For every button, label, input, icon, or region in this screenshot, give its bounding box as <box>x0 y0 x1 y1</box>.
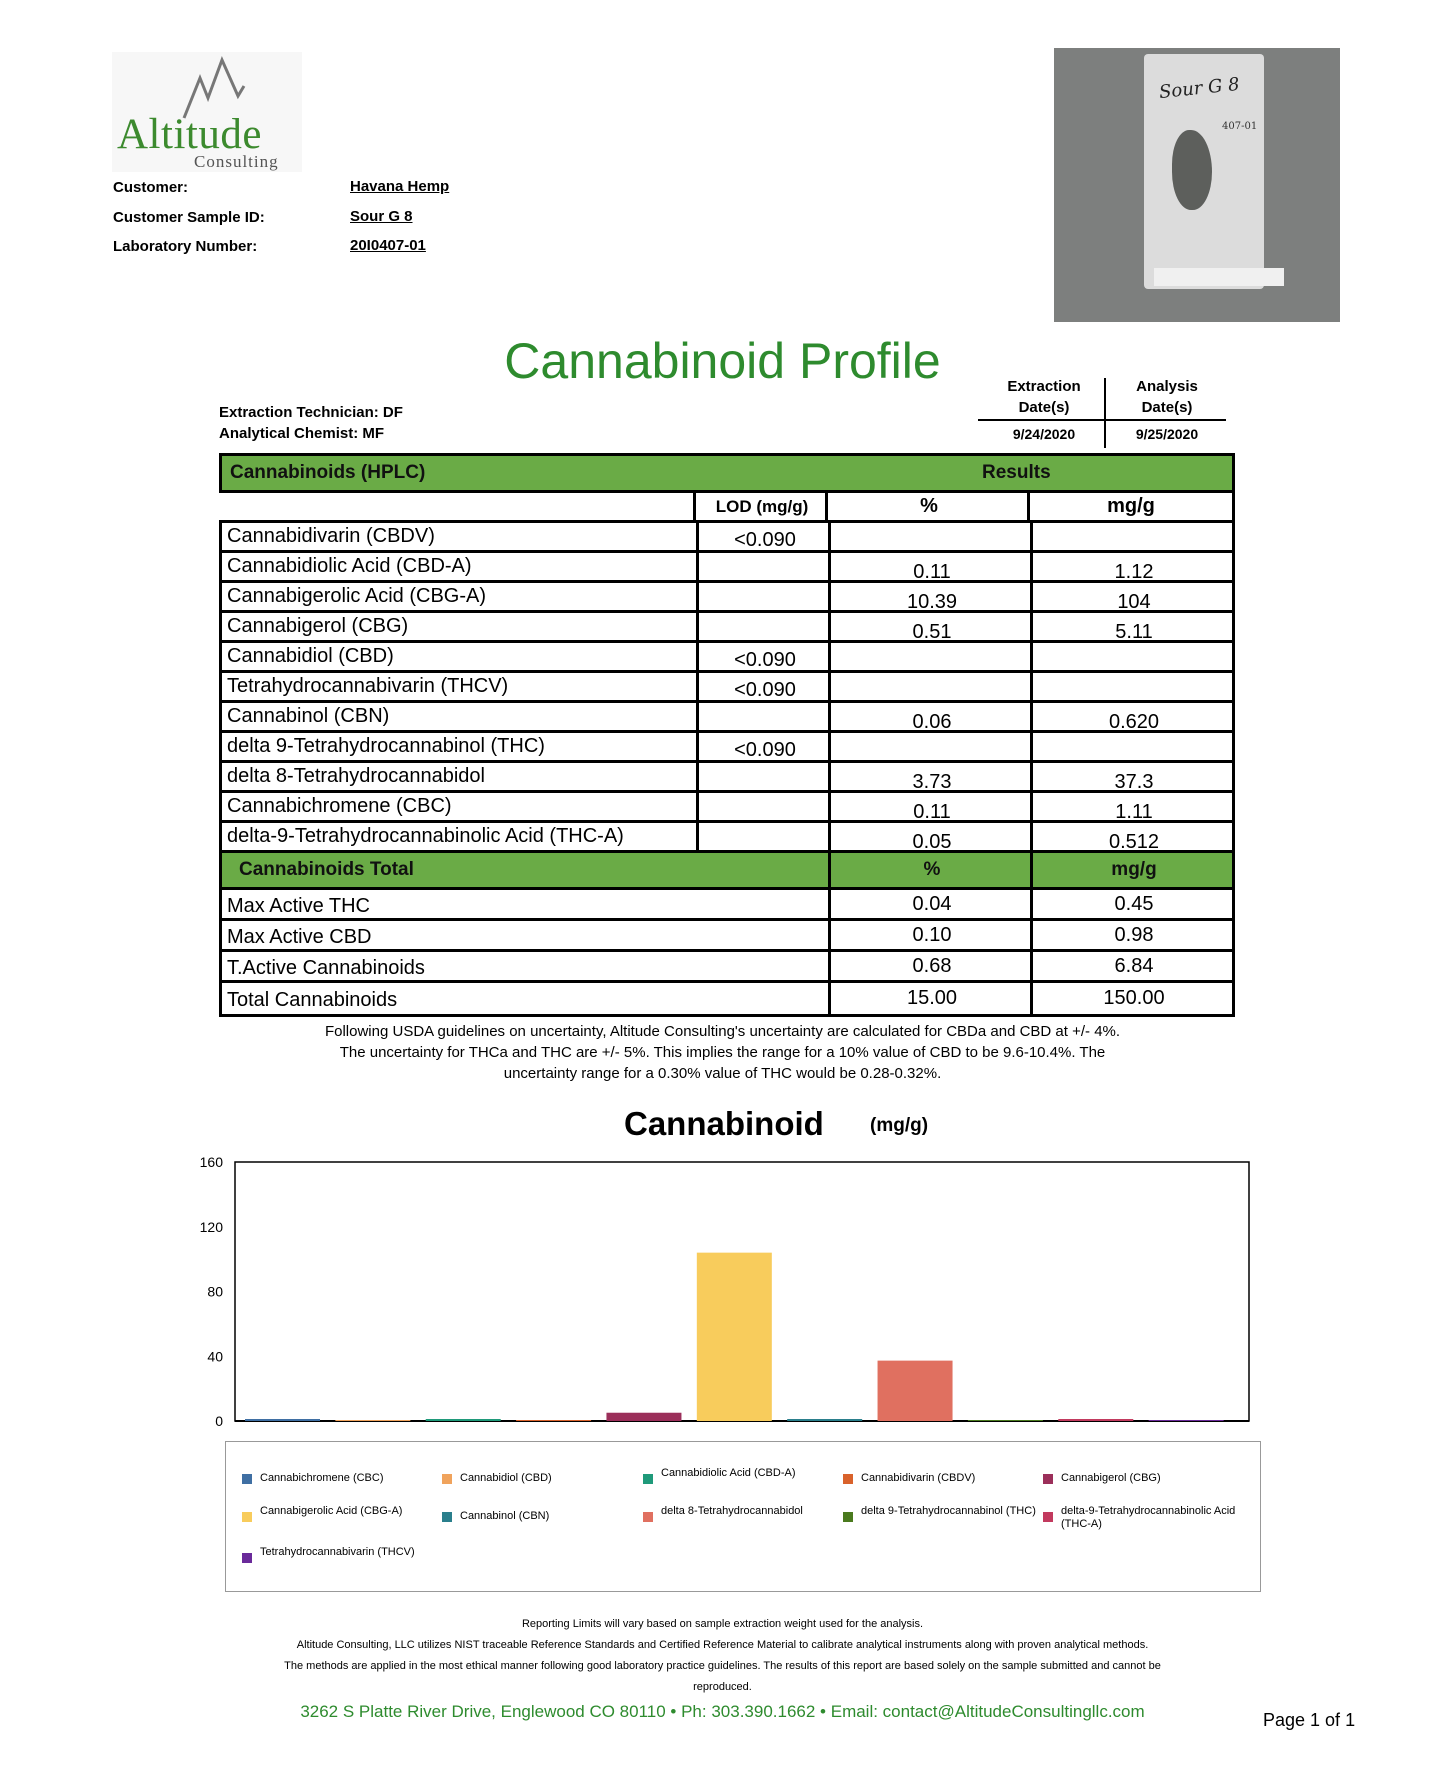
mg-value: 5.11 <box>1115 621 1153 643</box>
logo-wordmark: Altitude <box>117 111 262 158</box>
lod-value: <0.090 <box>734 529 796 551</box>
lod-value: <0.090 <box>734 739 796 761</box>
chart-unit: (mg/g) <box>870 1115 929 1136</box>
total-name: Max Active THC <box>227 895 370 917</box>
page-title: Cannabinoid Profile <box>504 333 941 389</box>
uncertainty-line-3: uncertainty range for a 0.30% value of THC would be 0.28-0.32%. <box>503 1065 942 1082</box>
legend-swatch <box>843 1474 853 1484</box>
mg-value: 0.620 <box>1108 711 1160 733</box>
y-tick-label: 80 <box>207 1283 223 1300</box>
chart-bar <box>426 1419 501 1421</box>
customer-value: Havana Hemp <box>350 178 450 195</box>
lod-value: <0.090 <box>734 649 796 671</box>
totals-pct-header: % <box>923 859 941 880</box>
y-tick-label: 160 <box>199 1154 223 1170</box>
col-mg-header: mg/g <box>1107 495 1155 517</box>
total-percent: 0.10 <box>912 924 952 946</box>
lod-value: <0.090 <box>734 679 796 701</box>
legend-swatch <box>242 1474 252 1484</box>
chart-legend <box>225 1441 1261 1592</box>
col-pct-header: % <box>920 495 938 517</box>
analysis-date-value: 9/25/2020 <box>1135 426 1199 442</box>
lab-address: 3262 S Platte River Drive, Englewood CO 80110 • Ph: 303.390.1662 • Email: contact@AltitudeConsultingllc.com <box>300 1702 1145 1721</box>
uncertainty-line-1: Following USDA guidelines on uncertainty, Altitude Consulting's uncertainty are calculated for CBDa and CBD at +/- 4%. <box>324 1023 1121 1040</box>
results-header: Results <box>982 462 1051 483</box>
legend-swatch <box>1043 1512 1053 1522</box>
totals-header: Cannabinoids Total <box>239 859 414 880</box>
bag-handwriting-number: 407-01 <box>1222 121 1258 132</box>
percent-value: 10.39 <box>906 591 958 613</box>
legend-label: Cannabigerol (CBG) <box>1061 1472 1161 1484</box>
chart-bar <box>335 1420 410 1421</box>
lab-number-label: Laboratory Number: <box>113 238 258 255</box>
extraction-date-header: Extraction Date(s) <box>1007 378 1081 416</box>
lab-number-value: 20I0407-01 <box>350 237 426 254</box>
chart-bar <box>697 1253 772 1421</box>
legend-swatch <box>442 1512 452 1522</box>
bag-handwriting-name: Sour G 8 <box>1158 73 1241 104</box>
cannabinoid-name: delta 9-Tetrahydrocannabinol (THC) <box>227 735 545 757</box>
footer-line-4: reproduced. <box>693 1681 752 1693</box>
legend-label: Cannabidiol (CBD) <box>460 1472 552 1484</box>
chart-bar <box>245 1419 320 1421</box>
legend-swatch <box>442 1474 452 1484</box>
legend-swatch <box>643 1512 653 1522</box>
percent-value: 3.73 <box>912 771 952 793</box>
legend-label: delta 9-Tetrahydrocannabinol (THC) <box>861 1505 1036 1517</box>
cannabinoid-name: Cannabigerol (CBG) <box>227 615 409 637</box>
customer-label: Customer: <box>113 179 189 196</box>
total-percent: 0.68 <box>912 955 952 977</box>
y-tick-label: 120 <box>199 1218 223 1235</box>
footer-line-1: Reporting Limits will vary based on sample extraction weight used for the analysis. <box>521 1618 924 1630</box>
chart-title: Cannabinoid <box>624 1105 824 1142</box>
legend-label: Cannabichromene (CBC) <box>260 1472 384 1484</box>
legend-label: Tetrahydrocannabivarin (THCV) <box>260 1546 415 1558</box>
extraction-date-value: 9/24/2020 <box>1012 426 1076 442</box>
percent-value: 0.51 <box>912 621 952 643</box>
sample-id-label: Customer Sample ID: <box>113 209 265 226</box>
total-mg: 150.00 <box>1103 987 1165 1009</box>
page-number: Page 1 of 1 <box>1263 1710 1356 1730</box>
total-percent: 0.04 <box>912 893 952 915</box>
legend-swatch <box>643 1474 653 1484</box>
legend-swatch <box>242 1512 252 1522</box>
legend-label: Cannabigerolic Acid (CBG-A) <box>260 1505 403 1517</box>
chart-bar <box>1058 1419 1133 1421</box>
totals-mg-header: mg/g <box>1111 859 1157 880</box>
footer-line-2: Altitude Consulting, LLC utilizes NIST traceable Reference Standards and Certified Reference Material to calibrate analytical instruments along with proven analytical methods. <box>296 1639 1149 1651</box>
mg-value: 1.12 <box>1114 561 1154 583</box>
hplc-header: Cannabinoids (HPLC) <box>230 462 426 483</box>
mg-value: 104 <box>1117 591 1151 613</box>
y-tick-label: 40 <box>207 1348 223 1365</box>
sample-id-value: Sour G 8 <box>350 208 413 225</box>
legend-swatch <box>1043 1474 1053 1484</box>
mg-value: 37.3 <box>1114 771 1154 793</box>
percent-value: 0.06 <box>912 711 952 733</box>
cannabinoid-name: Cannabidiol (CBD) <box>227 645 394 667</box>
footer-line-3: The methods are applied in the most ethical manner following good laboratory practice guidelines. The results of this report are based solely on the sample submitted and cannot be <box>284 1660 1161 1672</box>
legend-label: Cannabidiolic Acid (CBD-A) <box>661 1467 796 1479</box>
mg-value: 1.11 <box>1115 801 1153 823</box>
chart-bar <box>878 1361 953 1421</box>
legend-label: delta-9-Tetrahydrocannabinolic Acid (THC-A) <box>1061 1505 1236 1530</box>
cannabinoid-name: Cannabichromene (CBC) <box>227 795 452 817</box>
legend-label: Cannabidivarin (CBDV) <box>861 1472 976 1484</box>
cannabinoid-name: Cannabigerolic Acid (CBG-A) <box>227 585 486 607</box>
y-tick-label: 0 <box>215 1413 223 1429</box>
uncertainty-line-2: The uncertainty for THCa and THC are +/- 5%. This implies the range for a 10% value of CBD to be 9.6-10.4%. The <box>339 1044 1106 1061</box>
total-mg: 6.84 <box>1114 955 1154 977</box>
cannabinoid-name: Tetrahydrocannabivarin (THCV) <box>227 675 509 697</box>
total-name: Max Active CBD <box>227 926 372 948</box>
cannabinoid-name: Cannabinol (CBN) <box>227 705 390 727</box>
cannabinoid-name: delta-9-Tetrahydrocannabinolic Acid (THC-A) <box>227 825 624 847</box>
total-mg: 0.45 <box>1114 893 1154 915</box>
cannabinoid-name: Cannabidivarin (CBDV) <box>227 525 435 547</box>
percent-value: 0.11 <box>913 561 951 583</box>
mg-value: 0.512 <box>1108 831 1160 853</box>
legend-swatch <box>242 1553 252 1563</box>
analytical-chemist: Analytical Chemist: MF <box>219 425 385 442</box>
chart-bar <box>606 1413 681 1421</box>
cannabinoid-name: delta 8-Tetrahydrocannabidol <box>227 765 485 787</box>
total-name: Total Cannabinoids <box>227 989 398 1011</box>
percent-value: 0.11 <box>913 801 951 823</box>
percent-value: 0.05 <box>912 831 952 853</box>
total-percent: 15.00 <box>906 987 958 1009</box>
analysis-date-header: Analysis Date(s) <box>1136 378 1198 416</box>
logo-subtitle: Consulting <box>194 152 279 171</box>
extraction-technician: Extraction Technician: DF <box>219 404 403 421</box>
cannabinoid-name: Cannabidiolic Acid (CBD-A) <box>227 555 472 577</box>
chart-bar <box>968 1420 1043 1421</box>
col-lod-header: LOD (mg/g) <box>715 497 809 516</box>
legend-swatch <box>843 1512 853 1522</box>
chart-bar <box>1149 1420 1224 1421</box>
total-name: T.Active Cannabinoids <box>227 957 425 979</box>
legend-label: Cannabinol (CBN) <box>460 1510 550 1522</box>
legend-label: delta 8-Tetrahydrocannabidol <box>661 1505 803 1517</box>
chart-bar <box>787 1419 862 1421</box>
chart-bar <box>516 1420 591 1421</box>
total-mg: 0.98 <box>1114 924 1154 946</box>
